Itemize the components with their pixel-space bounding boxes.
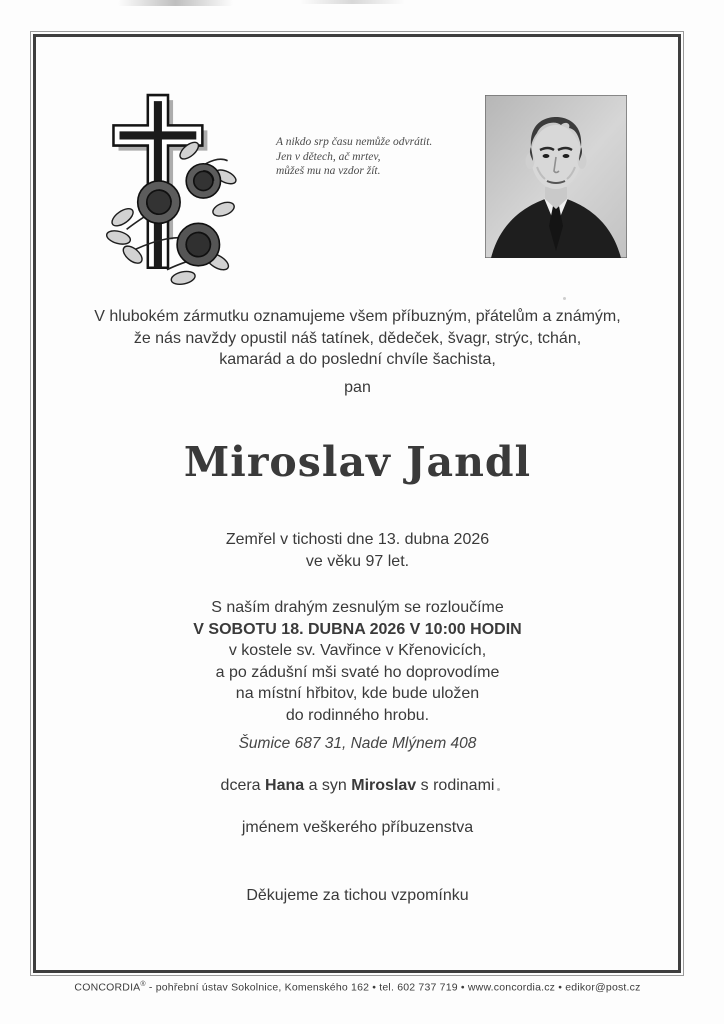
- thanks-line: Děkujeme za tichou vzpomínku: [246, 887, 469, 904]
- death-info: [31, 529, 684, 572]
- mourners-line: [31, 777, 684, 795]
- verse-line: A nikdo srp času nemůže odvrátit.: [276, 136, 433, 148]
- funeral-home-footer: [31, 981, 684, 994]
- verse-line: můžeš mu na vzdor žít.: [276, 165, 381, 177]
- deceased-name: Miroslav Jandl: [183, 438, 532, 486]
- farewell-line: do rodinného hrobu.: [285, 706, 430, 724]
- memorial-verse: [276, 135, 486, 179]
- funeral-home-contact: - pohřební ústav Sokolnice, Komenského 162 • tel. 602 737 719 • www.concordia.cz • edikor@post.cz: [145, 981, 641, 994]
- on-behalf-line: jménem veškerého příbuzenstva: [241, 819, 474, 836]
- announcement-paragraph: [31, 306, 684, 371]
- scan-artifact: [300, 0, 405, 4]
- farewell-info: [31, 597, 684, 726]
- scan-artifact: [118, 0, 233, 6]
- farewell-line: na místní hřbitov, kde bude uložen: [235, 685, 480, 702]
- verse-line: Jen v dětech, ač mrtev,: [276, 150, 381, 163]
- salutation: pan: [344, 379, 371, 396]
- daughter-name: Hana: [265, 777, 305, 794]
- death-age-line: ve věku 97 let.: [305, 552, 410, 570]
- mourners-connector: a syn: [304, 777, 352, 794]
- home-address: Šumice 687 31, Nade Mlýnem 408: [238, 735, 477, 752]
- farewell-intro: S naším drahým zesnulým se rozloučíme: [211, 599, 504, 616]
- farewell-line: a po zádušní mši svaté ho doprovodíme: [215, 663, 500, 681]
- farewell-datetime: V SOBOTU 18. DUBNA 2026 V 10:00 HODIN: [193, 620, 522, 638]
- mourners-prefix: dcera: [220, 777, 266, 794]
- announcement-line: kamarád a do poslední chvíle šachista,: [219, 351, 496, 368]
- death-date-line: Zemřel v tichosti dne 13. dubna 2026: [225, 531, 490, 548]
- cross-with-roses-icon: [96, 88, 238, 290]
- deceased-portrait-photo: [485, 95, 627, 258]
- mourners-suffix: s rodinami: [416, 777, 495, 794]
- farewell-line: v kostele sv. Vavřince v Křenovicích,: [228, 642, 487, 659]
- son-name: Miroslav: [351, 777, 417, 794]
- announcement-line: že nás navždy opustil náš tatínek, dědeček, švagr, strýc, tchán,: [133, 329, 582, 347]
- announcement-line: V hlubokém zármutku oznamujeme všem příbuzným, přátelům a známým,: [94, 308, 621, 325]
- funeral-home-brand: CONCORDIA: [74, 981, 141, 994]
- registered-trademark-mark: ®: [140, 981, 146, 988]
